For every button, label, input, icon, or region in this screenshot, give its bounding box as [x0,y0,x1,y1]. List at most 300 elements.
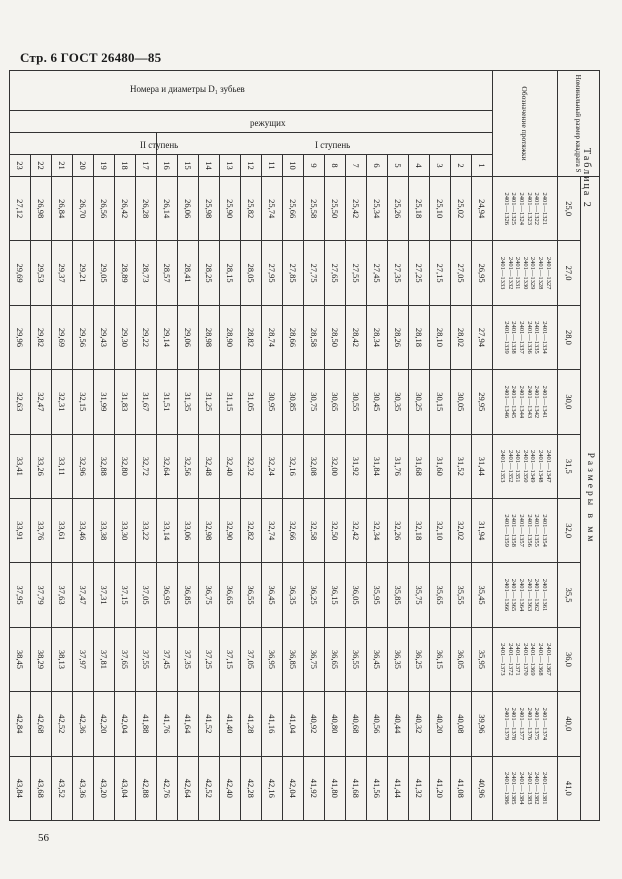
diameter-value: 30,75 [304,370,325,434]
diameter-value: 32,66 [283,498,304,562]
diameter-value: 33,61 [52,498,73,562]
code-list: 2401—1341 2401—1342 2401—1343 2401—1344 2401—1345 2401—1346 [502,385,548,419]
diameter-value: 25,98 [199,177,220,241]
diameter-value: 30,45 [367,370,388,434]
code-list: 2401—1334 2401—1335 2401—1336 2401—1337 2401—1338 2401—1339 [502,321,548,354]
diameter-value: 28,73 [136,241,157,305]
diameter-value: 36,75 [304,627,325,691]
diameter-value: 26,42 [115,177,136,241]
table-row [472,71,493,821]
diameter-value: 27,85 [283,241,304,305]
diameter-value: 28,25 [199,241,220,305]
tooth-number: 3 [430,155,451,177]
diameter-value: 37,97 [73,627,94,691]
diameter-value: 32,72 [136,434,157,498]
tooth-number: 8 [325,155,346,177]
table-row [451,71,472,821]
diameter-value: 37,15 [115,563,136,627]
table-row [136,71,157,821]
diameter-value: 25,26 [388,177,409,241]
diameter-value: 28,57 [157,241,178,305]
nominal-size: 41,0 [558,756,581,820]
diameter-value: 37,65 [115,627,136,691]
header-row-codes [493,71,558,821]
diameter-value: 36,25 [409,627,430,691]
diameter-value: 36,85 [283,627,304,691]
diameter-value: 31,44 [472,434,493,498]
code-list: 2401—1367 2401—1368 2401—1369 2401—1370 2401—1371 2401—1372 2401—1373 [499,643,552,676]
diameter-value: 26,14 [157,177,178,241]
tooth-number: 16 [157,155,178,177]
designation-codes [493,434,558,498]
diameter-value: 35,75 [409,563,430,627]
diameter-value: 27,25 [409,241,430,305]
page-number: 56 [38,832,49,844]
diameter-value: 25,34 [367,177,388,241]
tooth-number: 4 [409,155,430,177]
designation-codes [493,241,558,305]
diameter-value: 31,92 [346,434,367,498]
diameter-value: 36,15 [430,627,451,691]
table-row [388,71,409,821]
table-row [52,71,73,821]
designation-codes [493,756,558,820]
diameter-value: 32,50 [325,498,346,562]
diameter-value: 27,95 [262,241,283,305]
diameter-value: 36,45 [367,627,388,691]
table-row [430,71,451,821]
diameter-value: 37,15 [220,627,241,691]
tooth-number: 17 [136,155,157,177]
diameter-value: 41,08 [451,756,472,820]
diameter-value: 43,36 [73,756,94,820]
diameter-value: 28,90 [220,305,241,369]
diameter-value: 40,92 [304,692,325,756]
diameter-value: 31,51 [157,370,178,434]
diameter-value: 25,02 [451,177,472,241]
diameter-value: 43,68 [31,756,52,820]
diameter-value: 41,56 [367,756,388,820]
diameter-value: 25,74 [262,177,283,241]
diameter-value: 42,88 [136,756,157,820]
diameter-value: 28,89 [115,241,136,305]
designation-label-cell: Обозначение протяжки [493,71,558,177]
diameter-value: 27,05 [451,241,472,305]
diameter-value: 33,91 [10,498,31,562]
table-row [325,71,346,821]
diameter-value: 25,82 [241,177,262,241]
diameter-value: 35,95 [367,563,388,627]
tooth-number: 14 [199,155,220,177]
diameter-value: 27,75 [304,241,325,305]
diameter-value: 25,90 [220,177,241,241]
diameter-value: 27,35 [388,241,409,305]
nominal-label-cell: Номинальный размер квадрата S [558,71,600,177]
diameter-value: 41,76 [157,692,178,756]
diameter-value: 29,95 [472,370,493,434]
cutting-label: режущих [250,118,286,128]
diameter-value: 40,68 [346,692,367,756]
diameter-value: 37,05 [241,627,262,691]
diameter-value: 27,55 [346,241,367,305]
diameter-value: 41,80 [325,756,346,820]
diameter-value: 36,95 [262,627,283,691]
diameter-value: 29,69 [52,305,73,369]
diameter-value: 26,70 [73,177,94,241]
diameter-value: 28,18 [409,305,430,369]
diameter-value: 42,64 [178,756,199,820]
table-row [199,71,220,821]
table-row [409,71,430,821]
diameter-value: 29,06 [178,305,199,369]
diameter-value: 32,90 [220,498,241,562]
diameter-value: 32,26 [388,498,409,562]
diameter-value: 32,96 [73,434,94,498]
designation-codes [493,498,558,562]
table-row [157,71,178,821]
designation-codes [493,563,558,627]
diameter-value: 30,25 [409,370,430,434]
stage2-cell [10,133,157,155]
diameter-value: 37,45 [157,627,178,691]
diameter-value: 31,99 [94,370,115,434]
diameter-value: 32,64 [157,434,178,498]
table-row [10,71,31,821]
diameter-value: 29,05 [94,241,115,305]
diameter-value: 32,08 [304,434,325,498]
diameter-value: 43,04 [115,756,136,820]
diameter-value: 35,65 [430,563,451,627]
diameter-value: 41,28 [241,692,262,756]
diameter-value: 30,15 [430,370,451,434]
diameter-value: 41,64 [178,692,199,756]
diameter-value: 37,31 [94,563,115,627]
diameter-value: 33,14 [157,498,178,562]
diameter-value: 31,60 [430,434,451,498]
diameter-value: 35,95 [472,627,493,691]
diameter-value: 26,56 [94,177,115,241]
diameter-value: 42,04 [283,756,304,820]
diameter-value: 28,26 [388,305,409,369]
diameter-value: 28,41 [178,241,199,305]
diameter-value: 37,79 [31,563,52,627]
diameter-value: 40,80 [325,692,346,756]
diameter-value: 42,76 [157,756,178,820]
code-list: 2401—1374 2401—1375 2401—1376 2401—1377 2401—1378 2401—1379 [502,707,548,741]
diameter-value: 28,98 [199,305,220,369]
diameter-value: 41,20 [430,756,451,820]
tooth-number: 21 [52,155,73,177]
diameter-value: 36,35 [388,627,409,691]
teeth-label-cell [10,71,493,111]
diameter-value: 32,18 [409,498,430,562]
diameter-value: 36,45 [262,563,283,627]
code-list: 2401—1361 2401—1362 2401—1363 2401—1364 2401—1365 2401—1366 [502,578,548,612]
nominal-size: 28,0 [558,305,581,369]
diameter-value: 32,24 [262,434,283,498]
table-row [283,71,304,821]
diameter-value: 30,35 [388,370,409,434]
diameter-value: 32,88 [94,434,115,498]
diameter-value: 33,41 [10,434,31,498]
diameter-value: 41,88 [136,692,157,756]
diameter-value: 28,58 [304,305,325,369]
nominal-size: 30,0 [558,370,581,434]
nominal-size: 40,0 [558,692,581,756]
diameter-value: 33,22 [136,498,157,562]
diameter-value: 32,00 [325,434,346,498]
diameter-value: 37,35 [178,627,199,691]
diameter-value: 33,76 [31,498,52,562]
diameter-value: 41,40 [220,692,241,756]
diameter-value: 26,84 [52,177,73,241]
diameter-value: 36,95 [157,563,178,627]
tooth-number: 10 [283,155,304,177]
table-row [367,71,388,821]
diameter-value: 33,11 [52,434,73,498]
diameter-value: 41,16 [262,692,283,756]
diameter-value: 32,98 [199,498,220,562]
diameter-value: 29,30 [115,305,136,369]
diameters-table [9,70,600,821]
diameter-value: 29,56 [73,305,94,369]
diameter-value: 32,58 [304,498,325,562]
diameter-value: 30,65 [325,370,346,434]
tooth-number: 5 [388,155,409,177]
table-row [346,71,367,821]
nominal-size: 32,0 [558,498,581,562]
diameter-value: 37,05 [136,563,157,627]
diameter-value: 27,65 [325,241,346,305]
diameter-value: 24,94 [472,177,493,241]
diameter-value: 42,36 [73,692,94,756]
diameter-value: 42,52 [199,756,220,820]
diameter-value: 29,96 [10,305,31,369]
code-list: 2401—1321 2401—1322 2401—1323 2401—1324 2401—1325 2401—1326 [502,192,548,225]
diameter-value: 31,67 [136,370,157,434]
diameter-value: 29,37 [52,241,73,305]
diameter-value: 29,82 [31,305,52,369]
sizes-header: Размеры в мм [581,177,600,821]
diameter-value: 27,15 [430,241,451,305]
diameter-value: 29,22 [136,305,157,369]
diameter-value: 37,81 [94,627,115,691]
diameter-value: 25,50 [325,177,346,241]
diameter-value: 27,45 [367,241,388,305]
diameter-value: 37,25 [199,627,220,691]
tooth-number: 11 [262,155,283,177]
diameter-value: 35,55 [451,563,472,627]
table-row [262,71,283,821]
teeth-label: Номера и диаметры D₁ зубьев [130,84,245,94]
diameter-value: 28,50 [325,305,346,369]
diameter-value: 43,20 [94,756,115,820]
diameter-value: 42,28 [241,756,262,820]
diameter-value: 42,68 [31,692,52,756]
diameter-value: 28,02 [451,305,472,369]
diameter-value: 25,58 [304,177,325,241]
diameter-value: 43,84 [10,756,31,820]
diameter-value: 36,15 [325,563,346,627]
diameter-value: 33,38 [94,498,115,562]
diameter-value: 31,25 [199,370,220,434]
nominal-size: 31,5 [558,434,581,498]
diameter-value: 26,28 [136,177,157,241]
diameter-value: 30,95 [262,370,283,434]
diameter-value: 38,45 [10,627,31,691]
tooth-number: 15 [178,155,199,177]
diameter-value: 36,35 [283,563,304,627]
table-title: Таблица 2 [581,148,592,209]
diameter-value: 33,46 [73,498,94,562]
designation-codes [493,692,558,756]
table-row [115,71,136,821]
diameter-value: 28,66 [283,305,304,369]
tooth-number: 1 [472,155,493,177]
tooth-number: 18 [115,155,136,177]
diameter-value: 30,85 [283,370,304,434]
rotated-table [15,70,600,820]
diameter-value: 29,21 [73,241,94,305]
table-row [73,71,94,821]
diameter-value: 25,66 [283,177,304,241]
stage2-label: II ступень [140,140,179,150]
diameter-value: 29,53 [31,241,52,305]
diameter-value: 31,05 [241,370,262,434]
diameter-value: 32,80 [115,434,136,498]
diameter-value: 40,44 [388,692,409,756]
designation-codes [493,370,558,434]
diameter-value: 36,25 [304,563,325,627]
diameter-value: 40,32 [409,692,430,756]
tooth-number: 13 [220,155,241,177]
diameter-value: 29,69 [10,241,31,305]
nominal-size: 35,5 [558,563,581,627]
diameter-value: 29,14 [157,305,178,369]
diameter-value: 31,35 [178,370,199,434]
nominal-size: 25,0 [558,177,581,241]
diameter-value: 38,13 [52,627,73,691]
diameter-value: 26,98 [31,177,52,241]
diameter-value: 42,52 [52,692,73,756]
diameter-value: 42,20 [94,692,115,756]
tooth-number: 2 [451,155,472,177]
diameter-value: 32,74 [262,498,283,562]
tooth-number: 22 [31,155,52,177]
diameter-value: 30,55 [346,370,367,434]
diameter-value: 28,82 [241,305,262,369]
diameter-value: 27,94 [472,305,493,369]
diameter-value: 31,76 [388,434,409,498]
diameter-value: 36,65 [325,627,346,691]
diameter-value: 32,40 [220,434,241,498]
table-row [94,71,115,821]
diameter-value: 32,32 [241,434,262,498]
diameter-value: 41,52 [199,692,220,756]
diameter-value: 36,65 [220,563,241,627]
diameter-value: 31,52 [451,434,472,498]
diameter-value: 29,43 [94,305,115,369]
diameter-value: 32,82 [241,498,262,562]
header-row-sizes [581,71,600,821]
table-row [31,71,52,821]
diameter-value: 28,74 [262,305,283,369]
diameter-value: 25,18 [409,177,430,241]
diameter-value: 42,40 [220,756,241,820]
diameter-value: 39,96 [472,692,493,756]
diameter-value: 33,30 [115,498,136,562]
diameter-value: 32,15 [73,370,94,434]
diameter-value: 40,96 [472,756,493,820]
table-row [241,71,262,821]
diameter-value: 32,02 [451,498,472,562]
diameter-value: 37,95 [10,563,31,627]
nominal-size: 36,0 [558,627,581,691]
page-header: Стр. 6 ГОСТ 26480—85 [20,50,162,65]
diameter-value: 28,34 [367,305,388,369]
diameter-value: 32,56 [178,434,199,498]
diameter-value: 37,55 [136,627,157,691]
table-row [220,71,241,821]
diameter-value: 32,63 [10,370,31,434]
diameter-value: 28,05 [241,241,262,305]
diameter-value: 32,47 [31,370,52,434]
diameter-value: 31,83 [115,370,136,434]
diameter-value: 36,05 [346,563,367,627]
diameter-value: 38,29 [31,627,52,691]
diameter-value: 35,85 [388,563,409,627]
diameter-value: 31,84 [367,434,388,498]
tooth-number: 23 [10,155,31,177]
diameter-value: 28,15 [220,241,241,305]
designation-codes [493,627,558,691]
code-list: 2401—1327 2401—1328 2401—1329 2401—1330 2401—1331 2401—1332 2401—1333 [499,256,552,290]
diameter-value: 36,75 [199,563,220,627]
diameter-value: 43,52 [52,756,73,820]
diameter-value: 36,85 [178,563,199,627]
diameter-value: 32,48 [199,434,220,498]
diameter-value: 41,92 [304,756,325,820]
diameter-value: 40,56 [367,692,388,756]
tooth-number: 19 [94,155,115,177]
diameter-value: 27,12 [10,177,31,241]
diameter-value: 25,42 [346,177,367,241]
diameter-value: 37,47 [73,563,94,627]
nominal-size: 27,0 [558,241,581,305]
diameter-value: 40,20 [430,692,451,756]
diameter-value: 32,42 [346,498,367,562]
code-list: 2401—1347 2401—1348 2401—1349 2401—1350 2401—1351 2401—1352 2401—1353 [499,450,552,483]
designation-codes [493,177,558,241]
tooth-number: 20 [73,155,94,177]
table-row [178,71,199,821]
diameter-value: 41,32 [409,756,430,820]
diameter-value: 36,55 [241,563,262,627]
diameter-value: 32,34 [367,498,388,562]
diameter-value: 41,44 [388,756,409,820]
code-list: 2401—1381 2401—1382 2401—1383 2401—1384 2401—1385 2401—1386 [502,772,548,805]
diameter-value: 32,31 [52,370,73,434]
diameter-value: 32,16 [283,434,304,498]
diameter-value: 36,05 [451,627,472,691]
diameter-value: 25,10 [430,177,451,241]
diameter-value: 26,06 [178,177,199,241]
diameter-value: 31,94 [472,498,493,562]
diameter-value: 28,42 [346,305,367,369]
diameter-value: 36,55 [346,627,367,691]
diameter-value: 35,45 [472,563,493,627]
diameter-value: 40,08 [451,692,472,756]
